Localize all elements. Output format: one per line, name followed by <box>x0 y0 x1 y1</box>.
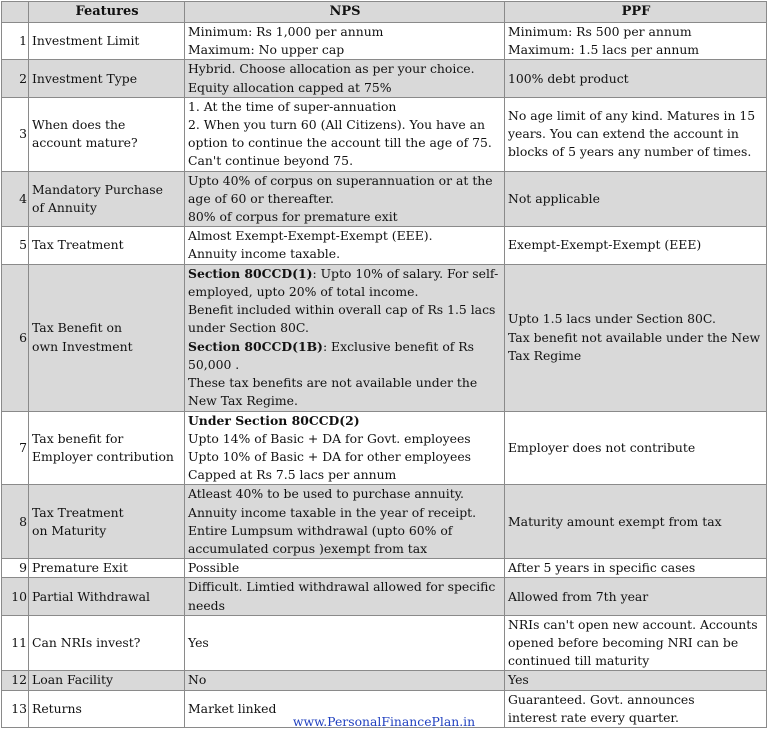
table-row <box>2 264 767 411</box>
nps-text-line: under Section 80C. <box>188 320 309 336</box>
feature-cell <box>29 60 185 97</box>
feature-text: own Investment <box>32 338 133 354</box>
nps-text-line: Atleast 40% to be used to purchase annuity. <box>188 486 464 502</box>
ppf-cell <box>505 559 767 578</box>
nps-cell <box>185 171 505 227</box>
feature-cell <box>29 264 185 411</box>
nps-text-line: Entire Lumpsum withdrawal (upto 60% of <box>188 522 453 538</box>
nps-text-line: 1. At the time of super-annuation <box>188 98 397 114</box>
nps-cell <box>185 671 505 690</box>
nps-cell <box>185 411 505 485</box>
table-row <box>2 578 767 615</box>
nps-cell <box>185 227 505 264</box>
feature-cell <box>29 578 185 615</box>
nps-text-line: Upto 10% of Basic + DA for other employees <box>188 449 472 465</box>
comparison-table-container <box>1 1 766 728</box>
row-number: 8 <box>2 485 29 559</box>
row-number: 11 <box>2 615 29 671</box>
ppf-text-line: Yes <box>508 672 529 688</box>
nps-cell <box>185 264 505 411</box>
nps-text-line: Almost Exempt-Exempt-Exempt (EEE). <box>188 228 433 244</box>
nps-text-line: Can't continue beyond 75. <box>188 153 354 169</box>
ppf-text-line: NRIs can't open new account. Accounts <box>508 616 758 632</box>
feature-text: Mandatory Purchase <box>32 181 163 197</box>
ppf-text-line: Employer does not contribute <box>508 439 696 455</box>
header-ppf: PPF <box>505 2 767 23</box>
row-number: 1 <box>2 23 29 60</box>
nps-text-line: Minimum: Rs 1,000 per annum <box>188 24 384 39</box>
feature-text: Returns <box>32 700 82 716</box>
table-row <box>2 559 767 578</box>
nps-text-line: 50,000 . <box>188 356 240 372</box>
feature-text: Tax Treatment <box>32 504 124 520</box>
feature-text: Tax benefit for <box>32 430 124 446</box>
section-text: : Exclusive benefit of Rs <box>322 338 474 354</box>
row-number: 10 <box>2 578 29 615</box>
nps-text-line: Market linked <box>188 700 277 716</box>
header-number <box>2 2 29 23</box>
row-number: 4 <box>2 171 29 227</box>
nps-vs-ppf-table <box>1 1 767 728</box>
nps-text-line: Upto 14% of Basic + DA for Govt. employees <box>188 430 471 446</box>
feature-text: Investment Type <box>32 70 138 86</box>
feature-text: Employer contribution <box>32 449 174 465</box>
ppf-text-line: Guaranteed. Govt. announces <box>508 691 695 707</box>
ppf-cell <box>505 60 767 97</box>
nps-text-line <box>188 338 502 356</box>
ppf-cell <box>505 97 767 171</box>
nps-text-line: Upto 40% of corpus on superannuation or at the <box>188 172 493 188</box>
feature-cell <box>29 671 185 690</box>
feature-text: Partial Withdrawal <box>32 588 150 604</box>
row-number: 7 <box>2 411 29 485</box>
nps-text-line: Annuity income taxable. <box>188 246 341 262</box>
nps-text-line: 80% of corpus for premature exit <box>188 209 398 225</box>
table-row <box>2 671 767 690</box>
section-heading: Under Section 80CCD(2) <box>188 412 360 428</box>
nps-text-line: Capped at Rs 7.5 lacs per annum <box>188 467 397 483</box>
nps-text-line: Hybrid. Choose allocation as per your choice. <box>188 61 475 77</box>
table-row <box>2 171 767 227</box>
table-body <box>2 23 767 728</box>
ppf-text-line: years. You can extend the account in <box>508 126 739 142</box>
feature-text: Premature Exit <box>32 560 128 576</box>
row-number: 6 <box>2 264 29 411</box>
feature-text: Can NRIs invest? <box>32 635 141 651</box>
nps-cell <box>185 578 505 615</box>
nps-text-line: accumulated corpus )exempt from tax <box>188 541 428 557</box>
table-row <box>2 227 767 264</box>
nps-text-line: option to continue the account till the age of 75. <box>188 135 492 151</box>
nps-cell <box>185 485 505 559</box>
nps-text-line: New Tax Regime. <box>188 393 298 409</box>
nps-text-line: Difficult. Limtied withdrawal allowed for specific <box>188 579 496 595</box>
ppf-cell <box>505 485 767 559</box>
table-row <box>2 615 767 671</box>
table-row <box>2 97 767 171</box>
nps-text-line <box>188 265 502 283</box>
row-number: 2 <box>2 60 29 97</box>
ppf-text-line: Tax benefit not available under the New <box>508 329 761 345</box>
ppf-cell <box>505 578 767 615</box>
ppf-text-line: blocks of 5 years any number of times. <box>508 144 752 160</box>
row-number: 3 <box>2 97 29 171</box>
ppf-cell <box>505 171 767 227</box>
ppf-cell <box>505 264 767 411</box>
nps-cell <box>185 559 505 578</box>
row-number: 9 <box>2 559 29 578</box>
ppf-cell <box>505 411 767 485</box>
nps-cell <box>185 23 505 60</box>
nps-cell <box>185 615 505 671</box>
header-features: Features <box>29 2 185 23</box>
website-footer: www.PersonalFinancePlan.in <box>292 714 476 729</box>
nps-text-line <box>188 412 502 430</box>
header-nps: NPS <box>185 2 505 23</box>
table-row <box>2 60 767 97</box>
section-heading: Section 80CCD(1B) <box>188 338 323 354</box>
section-heading: Section 80CCD(1) <box>188 265 313 281</box>
table-row <box>2 23 767 60</box>
header-row <box>2 2 767 23</box>
feature-cell <box>29 23 185 60</box>
section-text: : Upto 10% of salary. For self- <box>312 265 499 281</box>
nps-cell <box>185 97 505 171</box>
table-row <box>2 485 767 559</box>
feature-cell <box>29 227 185 264</box>
feature-cell <box>29 615 185 671</box>
ppf-cell <box>505 23 767 60</box>
feature-text: on Maturity <box>32 522 107 538</box>
feature-text: Tax Treatment <box>32 237 124 253</box>
feature-cell <box>29 485 185 559</box>
nps-text-line: Possible <box>188 560 240 576</box>
nps-cell <box>185 60 505 97</box>
nps-text-line: Benefit included within overall cap of Rs 1.5 lacs <box>188 302 496 318</box>
ppf-text-line: Tax Regime <box>508 347 582 363</box>
ppf-text-line: Allowed from 7th year <box>508 588 649 604</box>
ppf-text-line: opened before becoming NRI can be <box>508 635 739 651</box>
nps-text-line: employed, upto 20% of total income. <box>188 284 419 300</box>
nps-text-line: 2. When you turn 60 (All Citizens). You have an <box>188 117 486 133</box>
table-row <box>2 411 767 485</box>
feature-cell <box>29 97 185 171</box>
ppf-text-line: Maximum: 1.5 lacs per annum <box>508 42 700 58</box>
nps-text-line: Equity allocation capped at 75% <box>188 79 392 95</box>
feature-cell <box>29 411 185 485</box>
ppf-text-line: Exempt-Exempt-Exempt (EEE) <box>508 237 702 253</box>
feature-text: Loan Facility <box>32 672 113 688</box>
nps-text-line: Yes <box>188 635 209 651</box>
row-number: 12 <box>2 671 29 690</box>
row-number: 13 <box>2 690 29 727</box>
nps-text-line: needs <box>188 597 225 613</box>
feature-text: When does the <box>32 117 126 133</box>
ppf-text-line: interest rate every quarter. <box>508 709 679 725</box>
ppf-text-line: No age limit of any kind. Matures in 15 <box>508 107 756 123</box>
ppf-text-line: Upto 1.5 lacs under Section 80C. <box>508 311 716 327</box>
nps-text-line: Annuity income taxable in the year of receipt. <box>188 504 477 520</box>
feature-cell <box>29 559 185 578</box>
feature-text: Investment Limit <box>32 33 140 49</box>
row-number: 5 <box>2 227 29 264</box>
ppf-text-line: Not applicable <box>508 190 600 206</box>
nps-text-line: age of 60 or thereafter. <box>188 190 334 206</box>
ppf-cell <box>505 671 767 690</box>
feature-text: account mature? <box>32 135 138 151</box>
ppf-text-line: continued till maturity <box>508 653 650 669</box>
feature-text: Tax Benefit on <box>32 320 122 336</box>
nps-text-line: No <box>188 672 207 688</box>
nps-text-line: Maximum: No upper cap <box>188 42 345 58</box>
ppf-cell <box>505 615 767 671</box>
ppf-cell <box>505 227 767 264</box>
nps-text-line: These tax benefits are not available under the <box>188 375 478 391</box>
ppf-text-line: Maturity amount exempt from tax <box>508 513 722 529</box>
feature-text: of Annuity <box>32 199 97 215</box>
ppf-text-line: 100% debt product <box>508 70 629 86</box>
ppf-text-line: After 5 years in specific cases <box>508 560 696 576</box>
ppf-text-line: Minimum: Rs 500 per annum <box>508 24 692 39</box>
feature-cell <box>29 171 185 227</box>
